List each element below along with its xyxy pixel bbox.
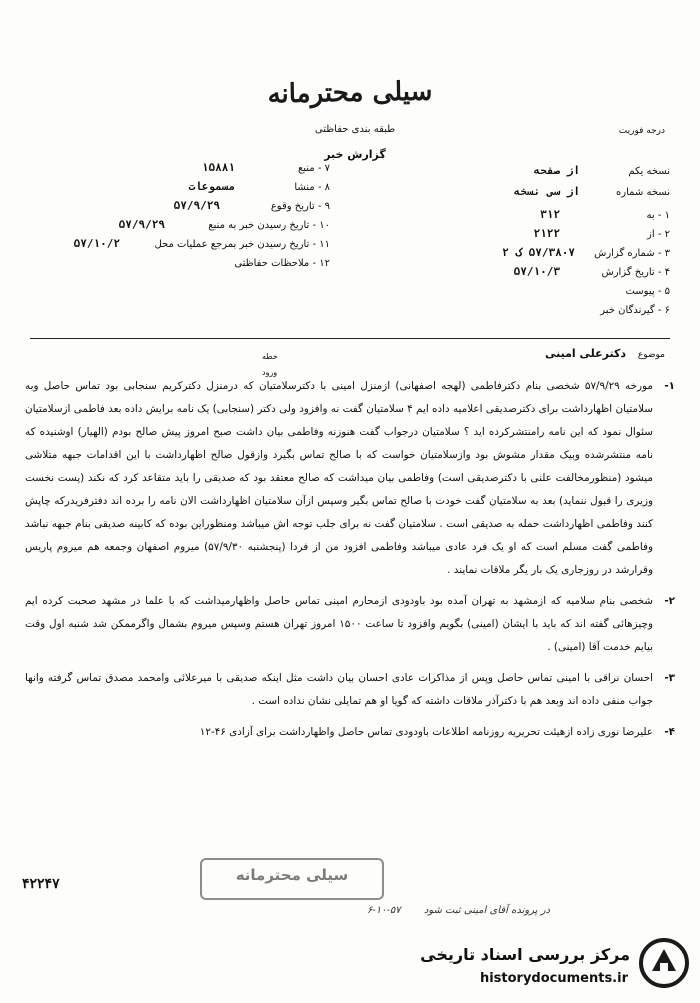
meta-label: ۱ - به xyxy=(646,210,670,221)
meta-value: ۳۱۲ xyxy=(540,208,560,221)
meta-label: ۹ - تاریخ وقوع xyxy=(270,201,330,212)
meta-label: نسخه یکم xyxy=(628,166,670,177)
classification-subtitle: طبقه بندی حفاظتی xyxy=(314,124,396,135)
meta-label: ۵ - پیوست xyxy=(625,286,670,297)
meta-left-row xyxy=(40,182,330,200)
meta-right-row xyxy=(400,286,670,304)
paragraph xyxy=(25,667,675,713)
meta-right-row xyxy=(400,248,670,266)
meta-right-row xyxy=(400,187,670,205)
subject-value: دکترعلی امینی xyxy=(544,347,627,360)
meta-value: ۵۷/۹/۲۹ xyxy=(173,199,220,212)
meta-label: ۸ - منشا xyxy=(294,182,330,193)
paragraph-number: ۲- xyxy=(664,595,675,607)
meta-value: ۵۷/۱۰/۲ xyxy=(73,237,120,250)
meta-label: ۱۰ - تاریخ رسیدن خبر به منبع xyxy=(208,220,330,231)
meta-value: ۱۵۸۸۱ xyxy=(201,161,235,174)
meta-right-row xyxy=(400,229,670,247)
watermark-name: مرکز بررسی اسناد تاریخی xyxy=(420,945,630,964)
paragraph xyxy=(25,590,675,659)
paragraph xyxy=(25,721,675,744)
meta-label: ۳ - شماره گزارش xyxy=(594,248,670,259)
meta-value: ۵۷/۳۸۰۷ ک ۲ xyxy=(502,246,575,259)
paragraph-number: ۱- xyxy=(664,380,675,392)
archive-number: ۴۲۲۴۷ xyxy=(22,876,60,892)
meta-label: ۲ - از xyxy=(647,229,670,240)
paragraph-number: ۳- xyxy=(664,672,675,684)
watermark xyxy=(420,935,690,995)
date-code: ۵۷-۱۰-۶ xyxy=(367,905,401,916)
meta-value: ۵۷/۹/۲۹ xyxy=(118,218,165,231)
meta-value: مسموعات xyxy=(188,180,235,193)
meta-right-row xyxy=(400,305,670,323)
subject-label: موضوع xyxy=(637,350,665,360)
meta-label: ۴ - تاریخ گزارش xyxy=(601,267,670,278)
paragraph-text: علیرضا نوری زاده ازهیئت تحریریه روزنامه اطلاعات باودودی تماس حاصل واظهارداشت برای آزادی ۴۶-۱۲ xyxy=(199,726,653,738)
report-body xyxy=(25,375,675,752)
divider xyxy=(30,338,670,339)
meta-left-row xyxy=(40,163,330,181)
meta-value: ۲۱۲۲ xyxy=(533,227,560,240)
archive-logo-icon xyxy=(638,937,690,989)
meta-left-row xyxy=(40,258,330,276)
watermark-url: historydocuments.ir xyxy=(479,971,628,986)
priority-label: درجه فوریت xyxy=(618,126,665,136)
meta-value: ۵۷/۱۰/۳ xyxy=(513,265,560,278)
meta-label: نسخه شماره xyxy=(616,187,670,198)
paragraph-text: احسان نراقی با امینی تماس حاصل وپس از مذاکرات عادی احسان بیان داشت مثل اینکه صدیقی با میرعلائی وامحمد مصدق تماس گرفته وانها جواب منفی داده اند وبعد هم با دکترآذر ملاقات داشته که گویا او هم تمایلی نشان نداده است . xyxy=(25,672,653,707)
meta-value: از صفحه xyxy=(533,164,580,177)
report-title: گزارش خبر xyxy=(324,148,386,161)
meta-right-row xyxy=(400,267,670,285)
paragraph xyxy=(25,375,675,582)
classification-stamp xyxy=(200,858,384,900)
paragraph-text: شخصی بنام سلامیه که ازمشهد به تهران آمده بود باودودی ازمحارم امینی تماس حاصل واظهارمیداشت که با علما در مشهد صحبت کرده ایم وچیزهائی گفته اند که باید با ایشان (امینی) بگویم وافزود تا ساعت ۱۵۰۰ امروز تهران هستم وسپس میروم بشمال واگرممکن شد شنبه اول وقت بیایم خدمت آقا (امینی) . xyxy=(25,595,653,653)
meta-label: ۷ - منبع xyxy=(297,163,330,174)
paragraph-text: مورخه ۵۷/۹/۲۹ شخصی بنام دکترفاطمی (لهجه اصفهانی) ازمنزل امینی با دکترسلامتیان که درمنزل دکترکریم سنجابی بود تماس حاصل وبه سلامتیان اظهارداشت برای دکترصدیقی اعلامیه داده ایم ۴ سلامتیان گفت نه وافزود ولی دکتر (سنجابی) یک نامه برایش داده بعد فاطمی ازسلامتیان سئوال نمود که این نامه رامنتشرکرده اید ؟ سلامتیان درجواب گفت هنوزنه وفاطمی بیان داشت صبح امروز پیش صالح بودم (الهیار) اوشنیده که نامه منتشرشده وبیک مقدار مشوش بود وازسلامتیان خواست که با صالح تماس بگیرد وازقول صالح اظهارداشت با این اقدامات جبهه متلاشی میشود (منظورمخالفت علنی با دکترصدیقی است) وفاطمی بیان میداشت که صالح معتقد بود که صدیقی را باید متقاعد کرد که نکند (پست نخست وزیری را قبول ننماید) بعد به سلامتیان گفت خودت با صالح تماس بگیر وسپس ازآن سلامتیان اظهارداشت الان نامه را برده اند دفترفریدرکه چاپش کنند وفاطمی اظهارداشت حمله به صدیقی است . سلامتیان گفت نه برای جلب توجه اش میباشد ومنظوراین بوده که کابینه صدیقی بنام جبهه نباشد وفاطمی گفت مسلم است که او یک فرد عادی میباشد وفاطمی افزود من از فردا (پنجشنبه ۵۷/۹/۳۰) میروم اصفهان وجمعه هم میروم پاریس وقرارشد در روزجاری یک بار یگر ملاقات نمایند . xyxy=(25,380,653,576)
paragraph-number: ۴- xyxy=(664,726,675,738)
classification-title: سیلی محترمانه xyxy=(267,76,433,110)
meta-left-row xyxy=(40,201,330,219)
meta-right-row xyxy=(400,210,670,228)
handwritten-note xyxy=(150,905,550,916)
meta-label: ۱۱ - تاریخ رسیدن خبر بمرجع عملیات محل xyxy=(154,239,330,250)
meta-right-row xyxy=(400,166,670,184)
meta-label: ۶ - گیرندگان خبر xyxy=(600,305,670,316)
meta-value: از سی نسخه xyxy=(513,185,580,198)
meta-left-row xyxy=(40,220,330,238)
handwritten-text: در پرونده آقای امینی ثبت شود xyxy=(423,905,550,916)
meta-left-row xyxy=(30,239,330,257)
meta-label: ۱۲ - ملاحظات حفاظتی xyxy=(234,258,330,269)
margin-mark: خطه xyxy=(262,352,278,361)
margin-mark: ورود xyxy=(262,368,278,377)
subject-line xyxy=(545,347,665,360)
stamp-text: سیلی محترمانه xyxy=(235,866,349,884)
